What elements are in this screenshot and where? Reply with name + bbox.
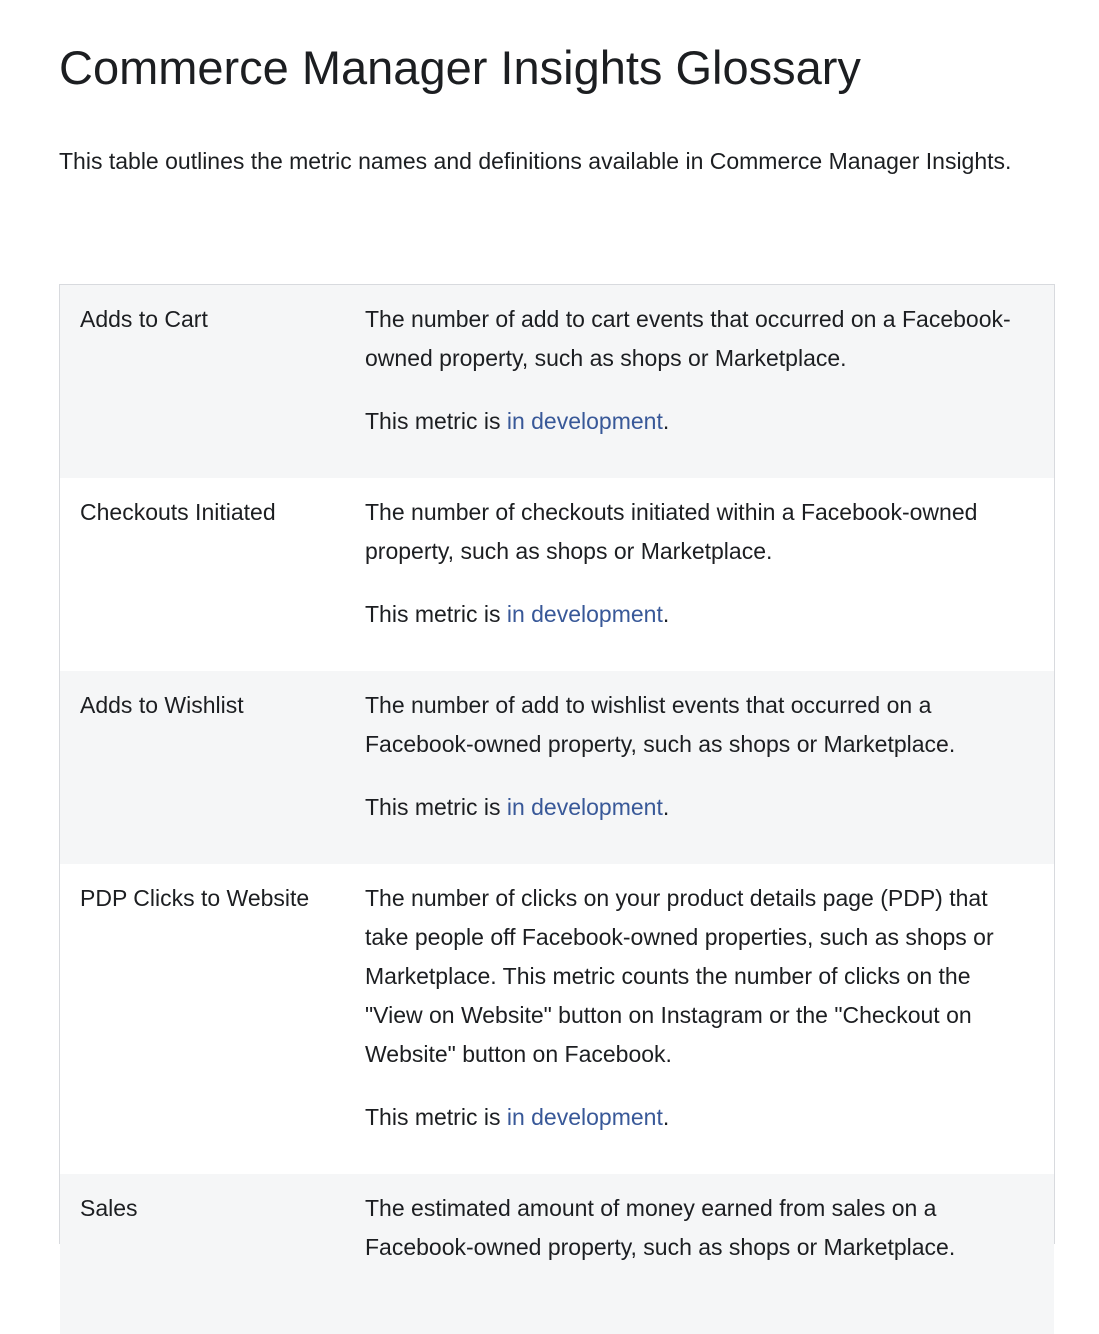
metric-status <box>365 402 1026 441</box>
metric-definition-cell <box>344 478 1054 634</box>
metric-status <box>365 595 1026 634</box>
metric-definition: The number of checkouts initiated within a Facebook-owned property, such as shops or Marketplace. <box>365 499 978 564</box>
metric-definition-cell <box>344 1174 1054 1267</box>
metric-status <box>365 1098 1026 1137</box>
metric-definition-cell <box>344 285 1054 441</box>
status-suffix: . <box>662 408 670 434</box>
metric-definition-cell <box>344 864 1054 1137</box>
metric-definition-cell <box>344 671 1054 827</box>
status-suffix: . <box>662 1104 670 1130</box>
metric-name: Checkouts Initiated <box>80 499 276 525</box>
metric-definition: The number of clicks on your product details page (PDP) that take people off Facebook-owned properties, such as shops or Marketplace. This metric counts the number of clicks on the "View on Website" button on Instagram or the "Checkout on Website" button on Facebook. <box>365 885 994 1067</box>
metric-definition: The number of add to cart events that occurred on a Facebook-owned property, such as shops or Marketplace. <box>365 306 1011 371</box>
glossary-table <box>59 284 1055 1260</box>
table-row <box>60 864 1054 1174</box>
metric-name: Adds to Wishlist <box>80 692 244 718</box>
table-row <box>60 285 1054 478</box>
page-title: Commerce Manager Insights Glossary <box>59 41 861 94</box>
in-development-link[interactable]: in development <box>506 794 663 820</box>
status-suffix: . <box>662 794 670 820</box>
status-prefix: This metric is <box>365 408 507 434</box>
intro-text: This table outlines the metric names and definitions available in Commerce Manager Insights. <box>59 148 1012 174</box>
in-development-link[interactable]: in development <box>506 408 663 434</box>
status-prefix: This metric is <box>365 1104 507 1130</box>
status-prefix: This metric is <box>365 794 507 820</box>
status-prefix: This metric is <box>365 601 507 627</box>
metric-definition: The number of add to wishlist events that occurred on a Facebook-owned property, such as shops or Marketplace. <box>365 692 956 757</box>
metric-name: Adds to Cart <box>80 306 208 332</box>
table-row <box>60 1174 1054 1334</box>
metric-definition: The estimated amount of money earned from sales on a Facebook-owned property, such as shops or Marketplace. <box>365 1195 956 1260</box>
status-suffix: . <box>662 601 670 627</box>
table-row <box>60 671 1054 864</box>
in-development-link[interactable]: in development <box>506 601 663 627</box>
metric-name: Sales <box>80 1195 138 1221</box>
metric-status <box>365 788 1026 827</box>
table-row <box>60 478 1054 671</box>
in-development-link[interactable]: in development <box>506 1104 663 1130</box>
metric-name: PDP Clicks to Website <box>80 885 310 911</box>
